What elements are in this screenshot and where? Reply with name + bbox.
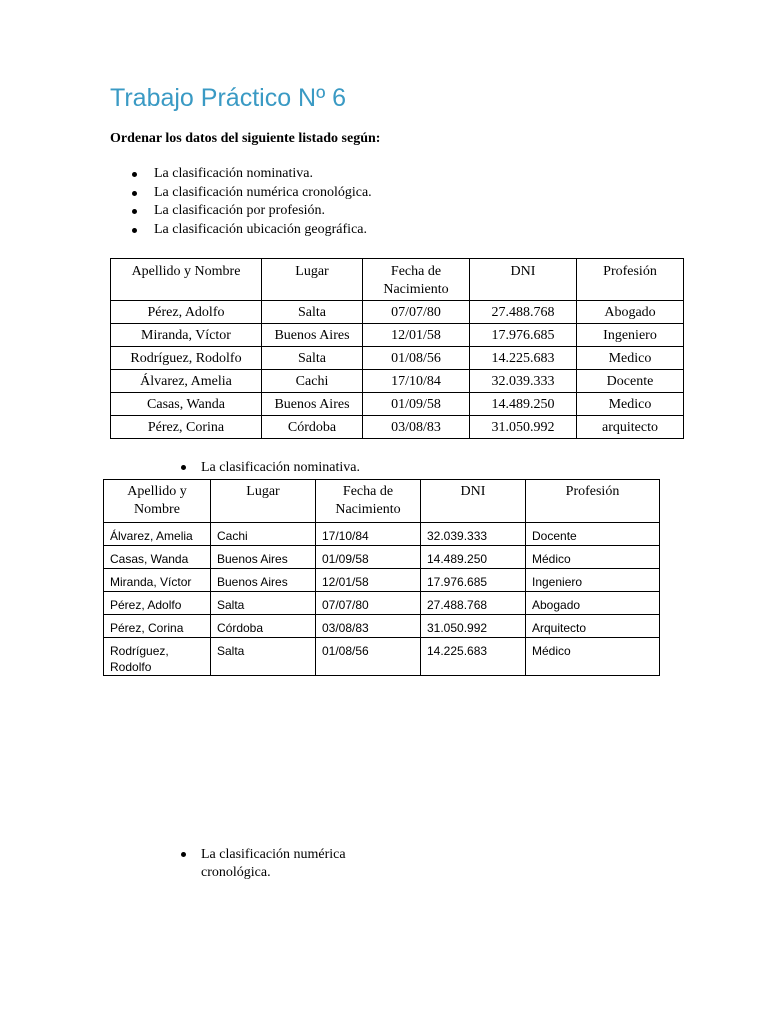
column-header: Fecha de Nacimiento xyxy=(363,259,470,301)
table-cell: 14.489.250 xyxy=(421,546,526,569)
table-row xyxy=(111,393,684,416)
column-header: DNI xyxy=(421,480,526,523)
bullet-icon xyxy=(181,465,186,470)
table-cell: 12/01/58 xyxy=(316,569,421,592)
table-cell: Pérez, Adolfo xyxy=(111,301,262,324)
table-cell: 01/08/56 xyxy=(316,638,421,676)
table-cell: 07/07/80 xyxy=(316,592,421,615)
criteria-item xyxy=(132,202,372,221)
table-cell: Docente xyxy=(577,370,684,393)
table-cell: Salta xyxy=(211,592,316,615)
table-cell: 32.039.333 xyxy=(421,523,526,546)
bullet-icon xyxy=(132,191,137,196)
table-cell: Abogado xyxy=(526,592,660,615)
table-cell: 03/08/83 xyxy=(316,615,421,638)
table-cell: Abogado xyxy=(577,301,684,324)
table-cell: 14.225.683 xyxy=(421,638,526,676)
table-cell: Salta xyxy=(211,638,316,676)
table-cell: Pérez, Adolfo xyxy=(104,592,211,615)
table-cell: 17.976.685 xyxy=(470,324,577,347)
table-cell: Medico xyxy=(577,393,684,416)
table-cell: 01/08/56 xyxy=(363,347,470,370)
table-row xyxy=(111,324,684,347)
table-cell: Miranda, Víctor xyxy=(111,324,262,347)
table-cell: Miranda, Víctor xyxy=(104,569,211,592)
table-cell: Pérez, Corina xyxy=(104,615,211,638)
criteria-item xyxy=(132,184,372,203)
table-cell: Salta xyxy=(262,301,363,324)
table-cell: Ingeniero xyxy=(526,569,660,592)
table-cell: 14.225.683 xyxy=(470,347,577,370)
table-row xyxy=(104,638,660,676)
column-header: Profesión xyxy=(577,259,684,301)
table-cell: Álvarez, Amelia xyxy=(104,523,211,546)
table-row xyxy=(111,347,684,370)
table-cell: Casas, Wanda xyxy=(104,546,211,569)
original-data-table xyxy=(110,258,684,439)
criteria-item-text: La clasificación nominativa. xyxy=(154,166,313,181)
table-cell: Cachi xyxy=(211,523,316,546)
page-title: Trabajo Práctico Nº 6 xyxy=(110,84,347,112)
column-header: Lugar xyxy=(211,480,316,523)
table-cell: Álvarez, Amelia xyxy=(111,370,262,393)
criteria-item-text: La clasificación numérica cronológica. xyxy=(154,184,372,200)
table-cell: 12/01/58 xyxy=(363,324,470,347)
table-cell: 01/09/58 xyxy=(316,546,421,569)
table-header-row xyxy=(104,480,660,523)
criteria-item-text: La clasificación ubicación geográfica. xyxy=(154,221,367,237)
table-cell: 17/10/84 xyxy=(363,370,470,393)
column-header: Fecha de Nacimiento xyxy=(316,480,421,523)
bullet-icon xyxy=(132,172,137,177)
criteria-list xyxy=(132,165,372,239)
table-row xyxy=(111,370,684,393)
bullet-icon xyxy=(181,852,186,857)
table-cell: Ingeniero xyxy=(577,324,684,347)
bullet-icon xyxy=(132,228,137,233)
nominative-sorted-table xyxy=(103,479,660,676)
criteria-item xyxy=(132,165,372,184)
table-row xyxy=(104,615,660,638)
table-cell: Rodríguez, Rodolfo xyxy=(104,638,211,676)
table-cell: Buenos Aires xyxy=(211,569,316,592)
section-label-text: La clasificación nominativa. xyxy=(201,460,360,475)
table-row xyxy=(111,416,684,439)
table-cell: arquitecto xyxy=(577,416,684,439)
table-cell: Córdoba xyxy=(262,416,363,439)
table-cell: 17.976.685 xyxy=(421,569,526,592)
table-cell: 03/08/83 xyxy=(363,416,470,439)
table-cell: Medico xyxy=(577,347,684,370)
table-row xyxy=(104,592,660,615)
table-cell: Docente xyxy=(526,523,660,546)
table-cell: 31.050.992 xyxy=(421,615,526,638)
table-cell: Salta xyxy=(262,347,363,370)
section-label-text: La clasificación numérica cronológica. xyxy=(201,847,346,880)
table-cell: Médico xyxy=(526,546,660,569)
table-row xyxy=(104,523,660,546)
table-cell: 32.039.333 xyxy=(470,370,577,393)
section-cronologica-label xyxy=(201,846,381,882)
table-cell: 07/07/80 xyxy=(363,301,470,324)
column-header: Lugar xyxy=(262,259,363,301)
table-cell: Buenos Aires xyxy=(262,393,363,416)
table-cell: 17/10/84 xyxy=(316,523,421,546)
table-cell: Pérez, Corina xyxy=(111,416,262,439)
instructions-heading: Ordenar los datos del siguiente listado según: xyxy=(110,131,381,146)
table-cell: Rodríguez, Rodolfo xyxy=(111,347,262,370)
criteria-item-text: La clasificación por profesión. xyxy=(154,203,326,218)
table-cell: 01/09/58 xyxy=(363,393,470,416)
table-cell: Córdoba xyxy=(211,615,316,638)
column-header: Apellido y Nombre xyxy=(104,480,211,523)
column-header: Apellido y Nombre xyxy=(111,259,262,301)
table-cell: Médico xyxy=(526,638,660,676)
table-cell: 14.489.250 xyxy=(470,393,577,416)
bullet-icon xyxy=(132,209,137,214)
table-row xyxy=(104,569,660,592)
table-cell: Buenos Aires xyxy=(262,324,363,347)
table-cell: Casas, Wanda xyxy=(111,393,262,416)
table-row xyxy=(104,546,660,569)
table-cell: Cachi xyxy=(262,370,363,393)
table-cell: 31.050.992 xyxy=(470,416,577,439)
table-header-row xyxy=(111,259,684,301)
table-row xyxy=(111,301,684,324)
criteria-item xyxy=(132,221,372,240)
section-nominativa-label xyxy=(201,459,360,477)
table-cell: Buenos Aires xyxy=(211,546,316,569)
table-cell: 27.488.768 xyxy=(421,592,526,615)
column-header: Profesión xyxy=(526,480,660,523)
column-header: DNI xyxy=(470,259,577,301)
table-cell: 27.488.768 xyxy=(470,301,577,324)
table-cell: Arquitecto xyxy=(526,615,660,638)
